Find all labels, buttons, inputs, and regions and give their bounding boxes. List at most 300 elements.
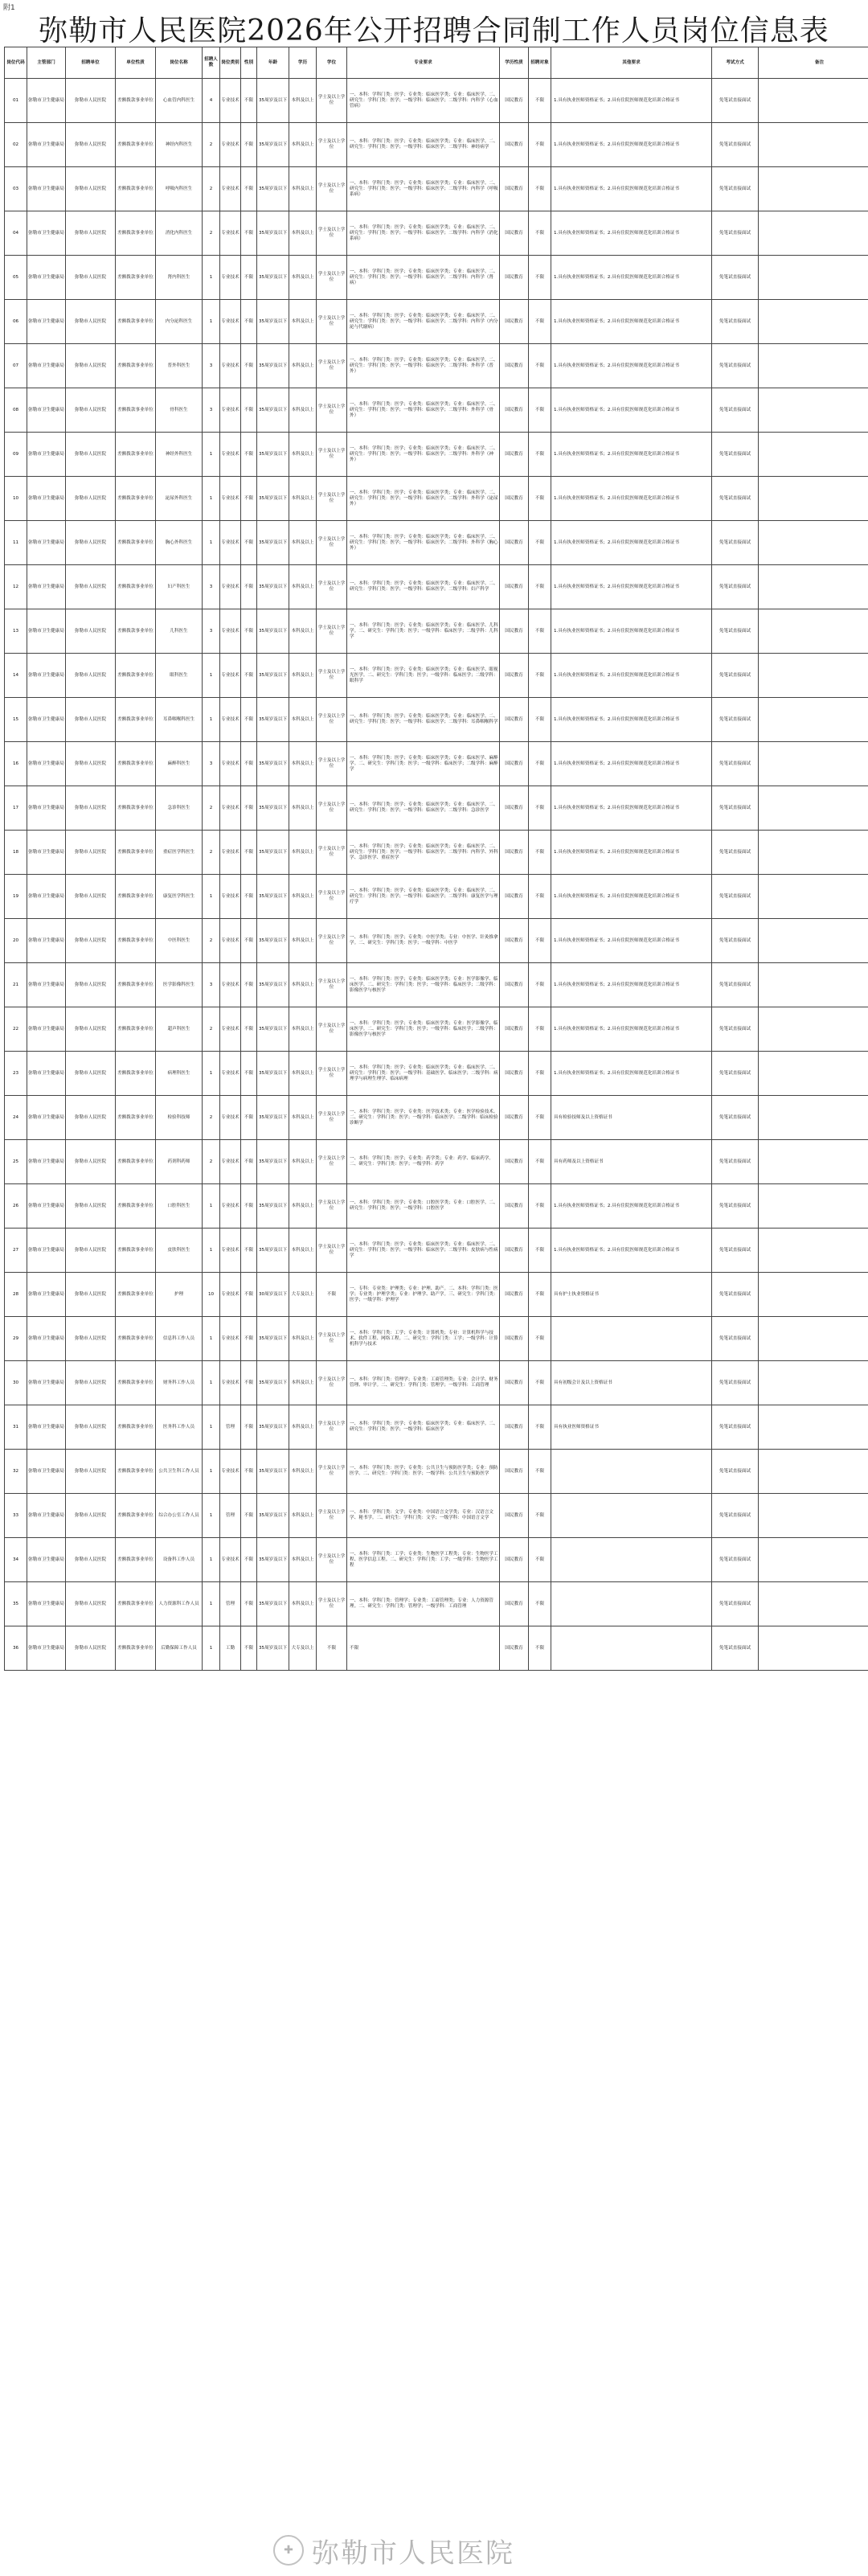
cell-exam: 免笔试直接面试 — [712, 167, 759, 211]
cell-nature2: 国民教育 — [500, 875, 529, 919]
cell-unit: 弥勒市人民医院 — [66, 875, 116, 919]
cell-num: 2 — [203, 123, 220, 167]
cell-dept: 弥勒市卫生健康局 — [27, 875, 66, 919]
cell-major: 一、本科：学科门类：管理学；专业类：工商管理类；专业：会计学、财务管理、审计学。二、研究生：学科门类：管理学；一级学科：工商管理 — [347, 1361, 500, 1405]
cell-major: 一、本科：学科门类：医学；专业类：口腔医学类；专业：口腔医学。二、研究生：学科门类：医学；一级学科：口腔医学 — [347, 1184, 500, 1229]
table-row — [5, 1361, 868, 1405]
cell-post: 内分泌科医生 — [156, 300, 203, 344]
cell-cat: 专业技术 — [220, 123, 241, 167]
cell-major: 一、专科：专业类：护理类；专业：护理、助产。二、本科：学科门类：医学；专业类：护理学类；专业：护理学、助产学。三、研究生：学科门类：医学；一级学科：护理学 — [347, 1273, 500, 1317]
cell-dept: 弥勒市卫生健康局 — [27, 1229, 66, 1273]
cell-cat: 专业技术 — [220, 875, 241, 919]
cell-deg: 学士及以上学位 — [317, 963, 347, 1007]
cell-code: 08 — [5, 388, 27, 433]
cell-other: 1.具有执业医师资格证书；2.具有住院医师规范化培训合格证书 — [551, 123, 712, 167]
cell-post: 泌尿外科医生 — [156, 477, 203, 521]
table-row — [5, 919, 868, 963]
cell-major: 一、本科：学科门类：医学；专业类：临床医学类；专业：临床医学。二、研究生：学科门类：医学；一级学科：临床医学；二级学科：妇产科学 — [347, 565, 500, 609]
cell-other — [551, 1538, 712, 1582]
cell-other: 具有初级会计及以上资格证书 — [551, 1361, 712, 1405]
column-header: 学历性质 — [500, 47, 529, 79]
column-header: 其他要求 — [551, 47, 712, 79]
cell-unit: 弥勒市人民医院 — [66, 698, 116, 742]
cell-note — [759, 1450, 868, 1494]
cell-sex: 不限 — [241, 1184, 257, 1229]
cell-exam: 免笔试直接面试 — [712, 1450, 759, 1494]
cell-post: 神经外科医生 — [156, 433, 203, 477]
cell-cat: 专业技术 — [220, 1140, 241, 1184]
cell-post: 普外科医生 — [156, 344, 203, 388]
cell-age: 35周岁及以下 — [257, 1450, 289, 1494]
cell-note — [759, 963, 868, 1007]
cell-major: 一、本科：学科门类：医学；专业类：药学类；专业：药学、临床药学。二、研究生：学科门类：医学；一级学科：药学 — [347, 1140, 500, 1184]
cell-exam: 免笔试直接面试 — [712, 609, 759, 654]
cell-post: 肾内科医生 — [156, 256, 203, 300]
cell-target: 不限 — [529, 565, 551, 609]
table-row — [5, 123, 868, 167]
cell-note — [759, 1538, 868, 1582]
cell-sex: 不限 — [241, 1582, 257, 1626]
cell-num: 1 — [203, 1052, 220, 1096]
cell-unit: 弥勒市人民医院 — [66, 433, 116, 477]
cell-nature2: 国民教育 — [500, 123, 529, 167]
cell-edu: 本科及以上 — [289, 433, 317, 477]
cell-other: 1.具有执业医师资格证书；2.具有住院医师规范化培训合格证书 — [551, 1229, 712, 1273]
table-row — [5, 256, 868, 300]
cell-dept: 弥勒市卫生健康局 — [27, 344, 66, 388]
cell-target: 不限 — [529, 1007, 551, 1052]
cell-target: 不限 — [529, 1317, 551, 1361]
cell-major: 一、本科：学科门类：医学；专业类：临床医学类；专业：临床医学。二、研究生：学科门类：医学；一级学科：临床医学；二级学科：康复医学与理疗学 — [347, 875, 500, 919]
cell-num: 1 — [203, 1317, 220, 1361]
cell-target: 不限 — [529, 433, 551, 477]
cell-code: 21 — [5, 963, 27, 1007]
document-title: 弥勒市人民医院2026年公开招聘合同制工作人员岗位信息表 — [39, 14, 829, 47]
cell-age: 35周岁及以下 — [257, 1229, 289, 1273]
cell-age: 35周岁及以下 — [257, 698, 289, 742]
table-row — [5, 1273, 868, 1317]
cell-target: 不限 — [529, 123, 551, 167]
cell-note — [759, 1096, 868, 1140]
cell-deg: 学士及以上学位 — [317, 1317, 347, 1361]
cell-age: 35周岁及以下 — [257, 1317, 289, 1361]
cell-num: 1 — [203, 1494, 220, 1538]
cell-dept: 弥勒市卫生健康局 — [27, 1052, 66, 1096]
cell-cat: 专业技术 — [220, 698, 241, 742]
table-row — [5, 1096, 868, 1140]
cell-exam: 免笔试直接面试 — [712, 1317, 759, 1361]
cell-deg: 学士及以上学位 — [317, 742, 347, 786]
cell-code: 19 — [5, 875, 27, 919]
cell-nature2: 国民教育 — [500, 609, 529, 654]
cell-sex: 不限 — [241, 698, 257, 742]
cell-dept: 弥勒市卫生健康局 — [27, 1096, 66, 1140]
cell-exam: 免笔试直接面试 — [712, 1405, 759, 1450]
cell-unit: 弥勒市人民医院 — [66, 1450, 116, 1494]
cell-sex: 不限 — [241, 388, 257, 433]
cell-nature2: 国民教育 — [500, 433, 529, 477]
cell-deg: 学士及以上学位 — [317, 433, 347, 477]
cell-exam: 免笔试直接面试 — [712, 1582, 759, 1626]
cell-nature: 差额拨款事业单位 — [116, 521, 156, 565]
cell-target: 不限 — [529, 388, 551, 433]
cell-cat: 专业技术 — [220, 919, 241, 963]
cell-note — [759, 1361, 868, 1405]
cell-nature2: 国民教育 — [500, 565, 529, 609]
cell-num: 3 — [203, 344, 220, 388]
cell-post: 骨科医生 — [156, 388, 203, 433]
cell-age: 35周岁及以下 — [257, 875, 289, 919]
cell-target: 不限 — [529, 477, 551, 521]
cell-code: 10 — [5, 477, 27, 521]
cell-unit: 弥勒市人民医院 — [66, 1626, 116, 1671]
cell-edu: 本科及以上 — [289, 963, 317, 1007]
cell-cat: 专业技术 — [220, 1538, 241, 1582]
cell-exam: 免笔试直接面试 — [712, 565, 759, 609]
cell-sex: 不限 — [241, 477, 257, 521]
column-header: 岗位代码 — [5, 47, 27, 79]
cell-cat: 专业技术 — [220, 167, 241, 211]
cell-post: 公共卫生科工作人员 — [156, 1450, 203, 1494]
cell-dept: 弥勒市卫生健康局 — [27, 167, 66, 211]
cell-nature2: 国民教育 — [500, 477, 529, 521]
cell-code: 14 — [5, 654, 27, 698]
cell-exam: 免笔试直接面试 — [712, 1052, 759, 1096]
cell-unit: 弥勒市人民医院 — [66, 1273, 116, 1317]
cell-age: 35周岁及以下 — [257, 300, 289, 344]
cell-unit: 弥勒市人民医院 — [66, 256, 116, 300]
cell-note — [759, 300, 868, 344]
cell-dept: 弥勒市卫生健康局 — [27, 477, 66, 521]
cell-nature2: 国民教育 — [500, 1494, 529, 1538]
cell-major: 一、本科：学科门类：医学；专业类：临床医学类；专业：临床医学。二、研究生：学科门类：医学；一级学科：临床医学；二级学科：外科学（普外） — [347, 344, 500, 388]
cell-target: 不限 — [529, 963, 551, 1007]
cell-num: 1 — [203, 1538, 220, 1582]
cell-major: 一、本科：学科门类：医学；专业类：临床医学类；专业：临床医学。二、研究生：学科门类：医学；一级学科：临床医学；二级学科：急诊医学 — [347, 786, 500, 831]
cell-major: 一、本科：学科门类：医学；专业类：临床医学类；专业：医学影像学、临床医学。二、研究生：学科门类：医学；一级学科：临床医学；二级学科：影像医学与核医学 — [347, 1007, 500, 1052]
cell-unit: 弥勒市人民医院 — [66, 1229, 116, 1273]
cell-code: 04 — [5, 211, 27, 256]
cell-dept: 弥勒市卫生健康局 — [27, 742, 66, 786]
cell-nature: 差额拨款事业单位 — [116, 1361, 156, 1405]
cell-num: 4 — [203, 79, 220, 123]
cell-post: 医务科工作人员 — [156, 1405, 203, 1450]
cell-code: 35 — [5, 1582, 27, 1626]
cell-unit: 弥勒市人民医院 — [66, 609, 116, 654]
cell-post: 胸心外科医生 — [156, 521, 203, 565]
cell-sex: 不限 — [241, 919, 257, 963]
cell-other: 具有药师及以上资格证书 — [551, 1140, 712, 1184]
cell-other — [551, 1317, 712, 1361]
cell-cat: 专业技术 — [220, 1096, 241, 1140]
cell-nature: 差额拨款事业单位 — [116, 256, 156, 300]
cell-num: 1 — [203, 1450, 220, 1494]
cell-unit: 弥勒市人民医院 — [66, 831, 116, 875]
cell-cat: 管理 — [220, 1582, 241, 1626]
cell-note — [759, 609, 868, 654]
table-row — [5, 742, 868, 786]
cell-post: 耳鼻咽喉科医生 — [156, 698, 203, 742]
cell-nature: 差额拨款事业单位 — [116, 123, 156, 167]
cell-age: 35周岁及以下 — [257, 1538, 289, 1582]
cell-nature2: 国民教育 — [500, 654, 529, 698]
cell-note — [759, 742, 868, 786]
cell-num: 3 — [203, 742, 220, 786]
cell-exam: 免笔试直接面试 — [712, 300, 759, 344]
cell-edu: 大专及以上 — [289, 1626, 317, 1671]
cell-dept: 弥勒市卫生健康局 — [27, 786, 66, 831]
cell-deg: 学士及以上学位 — [317, 211, 347, 256]
cell-edu: 本科及以上 — [289, 1096, 317, 1140]
table-row — [5, 1052, 868, 1096]
cell-code: 11 — [5, 521, 27, 565]
table-row — [5, 521, 868, 565]
cell-major: 一、本科：学科门类：医学；专业类：临床医学类；专业：临床医学。二、研究生：学科门类：医学；一级学科：临床医学 — [347, 1405, 500, 1450]
cell-edu: 本科及以上 — [289, 1450, 317, 1494]
cell-exam: 免笔试直接面试 — [712, 1361, 759, 1405]
cell-code: 32 — [5, 1450, 27, 1494]
cell-other: 1.具有执业医师资格证书；2.具有住院医师规范化培训合格证书 — [551, 79, 712, 123]
cell-note — [759, 1007, 868, 1052]
cell-edu: 本科及以上 — [289, 344, 317, 388]
cell-edu: 本科及以上 — [289, 1582, 317, 1626]
cell-age: 35周岁及以下 — [257, 1494, 289, 1538]
cell-age: 35周岁及以下 — [257, 1007, 289, 1052]
cell-code: 26 — [5, 1184, 27, 1229]
cell-note — [759, 1582, 868, 1626]
cell-cat: 专业技术 — [220, 654, 241, 698]
cell-dept: 弥勒市卫生健康局 — [27, 1361, 66, 1405]
cell-target: 不限 — [529, 1229, 551, 1273]
cell-unit: 弥勒市人民医院 — [66, 1317, 116, 1361]
cell-exam: 免笔试直接面试 — [712, 1140, 759, 1184]
cell-post: 口腔科医生 — [156, 1184, 203, 1229]
cell-dept: 弥勒市卫生健康局 — [27, 79, 66, 123]
cell-post: 超声科医生 — [156, 1007, 203, 1052]
cell-post: 重症医学科医生 — [156, 831, 203, 875]
cell-edu: 本科及以上 — [289, 742, 317, 786]
cell-other: 具有检验技师及以上资格证书 — [551, 1096, 712, 1140]
cell-major: 一、本科：学科门类：工学；专业类：计算机类；专业：计算机科学与技术、软件工程、网络工程。二、研究生：学科门类：工学；一级学科：计算机科学与技术 — [347, 1317, 500, 1361]
cell-age: 35周岁及以下 — [257, 831, 289, 875]
cell-nature2: 国民教育 — [500, 1273, 529, 1317]
cell-code: 09 — [5, 433, 27, 477]
cell-post: 中医科医生 — [156, 919, 203, 963]
cell-target: 不限 — [529, 256, 551, 300]
cell-age: 30周岁及以下 — [257, 1273, 289, 1317]
cell-nature: 差额拨款事业单位 — [116, 79, 156, 123]
cell-other — [551, 1582, 712, 1626]
cell-num: 1 — [203, 875, 220, 919]
cell-nature2: 国民教育 — [500, 963, 529, 1007]
cell-age: 35周岁及以下 — [257, 786, 289, 831]
cell-deg: 学士及以上学位 — [317, 1361, 347, 1405]
cell-nature: 差额拨款事业单位 — [116, 1140, 156, 1184]
cell-age: 35周岁及以下 — [257, 609, 289, 654]
cell-unit: 弥勒市人民医院 — [66, 1361, 116, 1405]
cell-nature2: 国民教育 — [500, 1007, 529, 1052]
cell-other: 1.具有执业医师资格证书；2.具有住院医师规范化培训合格证书 — [551, 1052, 712, 1096]
cell-exam: 免笔试直接面试 — [712, 1626, 759, 1671]
cell-edu: 本科及以上 — [289, 1317, 317, 1361]
cell-other: 1.具有执业医师资格证书；2.具有住院医师规范化培训合格证书 — [551, 786, 712, 831]
cell-dept: 弥勒市卫生健康局 — [27, 211, 66, 256]
cell-exam: 免笔试直接面试 — [712, 123, 759, 167]
cell-other: 具有执业医师资格证书 — [551, 1405, 712, 1450]
cell-deg: 学士及以上学位 — [317, 1229, 347, 1273]
cell-dept: 弥勒市卫生健康局 — [27, 433, 66, 477]
cell-edu: 本科及以上 — [289, 875, 317, 919]
column-header: 专业要求 — [347, 47, 500, 79]
cell-deg: 学士及以上学位 — [317, 609, 347, 654]
cell-deg: 学士及以上学位 — [317, 1140, 347, 1184]
table-row — [5, 1229, 868, 1273]
cell-deg: 学士及以上学位 — [317, 79, 347, 123]
cell-cat: 专业技术 — [220, 1361, 241, 1405]
cell-sex: 不限 — [241, 1317, 257, 1361]
column-header: 招聘对象 — [529, 47, 551, 79]
cell-num: 3 — [203, 963, 220, 1007]
cell-age: 35周岁及以下 — [257, 167, 289, 211]
cell-num: 2 — [203, 786, 220, 831]
cell-cat: 专业技术 — [220, 1229, 241, 1273]
cell-post: 消化内科医生 — [156, 211, 203, 256]
cell-exam: 免笔试直接面试 — [712, 919, 759, 963]
cell-major: 一、本科：学科门类：医学；专业类：临床医学类；专业：临床医学。二、研究生：学科门类：医学；一级学科：临床医学；二级学科：内科学（消化系病） — [347, 211, 500, 256]
cell-code: 24 — [5, 1096, 27, 1140]
column-header: 主管部门 — [27, 47, 66, 79]
cell-sex: 不限 — [241, 1096, 257, 1140]
cell-nature2: 国民教育 — [500, 1140, 529, 1184]
cell-unit: 弥勒市人民医院 — [66, 1405, 116, 1450]
cell-cat: 专业技术 — [220, 388, 241, 433]
cell-exam: 免笔试直接面试 — [712, 698, 759, 742]
cell-sex: 不限 — [241, 79, 257, 123]
cell-nature: 差额拨款事业单位 — [116, 1229, 156, 1273]
cell-edu: 本科及以上 — [289, 1361, 317, 1405]
column-header: 单位性质 — [116, 47, 156, 79]
cell-edu: 本科及以上 — [289, 698, 317, 742]
cell-deg: 学士及以上学位 — [317, 1405, 347, 1450]
cell-unit: 弥勒市人民医院 — [66, 1140, 116, 1184]
table-row — [5, 433, 868, 477]
cell-dept: 弥勒市卫生健康局 — [27, 654, 66, 698]
cell-other: 1.具有执业医师资格证书；2.具有住院医师规范化培训合格证书 — [551, 919, 712, 963]
cell-nature2: 国民教育 — [500, 786, 529, 831]
cell-cat: 工勤 — [220, 1626, 241, 1671]
cell-nature: 差额拨款事业单位 — [116, 1317, 156, 1361]
cell-num: 2 — [203, 167, 220, 211]
cell-note — [759, 167, 868, 211]
cell-code: 15 — [5, 698, 27, 742]
cell-edu: 本科及以上 — [289, 1494, 317, 1538]
cell-other: 1.具有执业医师资格证书；2.具有住院医师规范化培训合格证书 — [551, 388, 712, 433]
cell-note — [759, 477, 868, 521]
cell-dept: 弥勒市卫生健康局 — [27, 1184, 66, 1229]
table-row — [5, 344, 868, 388]
cell-note — [759, 698, 868, 742]
cell-edu: 本科及以上 — [289, 1229, 317, 1273]
cell-cat: 专业技术 — [220, 477, 241, 521]
cell-code: 13 — [5, 609, 27, 654]
cell-major: 不限 — [347, 1626, 500, 1671]
cell-target: 不限 — [529, 1361, 551, 1405]
cell-unit: 弥勒市人民医院 — [66, 1582, 116, 1626]
cell-target: 不限 — [529, 521, 551, 565]
cell-note — [759, 123, 868, 167]
cell-sex: 不限 — [241, 565, 257, 609]
cell-note — [759, 1317, 868, 1361]
cell-cat: 专业技术 — [220, 211, 241, 256]
table-row — [5, 786, 868, 831]
cell-major: 一、本科：学科门类：医学；专业类：临床医学类；专业：临床医学、眼视光医学。二、研究生：学科门类：医学；一级学科：临床医学；二级学科：眼科学 — [347, 654, 500, 698]
cell-unit: 弥勒市人民医院 — [66, 1494, 116, 1538]
column-header: 考试方式 — [712, 47, 759, 79]
cell-post: 麻醉科医生 — [156, 742, 203, 786]
cell-nature: 差额拨款事业单位 — [116, 609, 156, 654]
cell-target: 不限 — [529, 344, 551, 388]
cell-nature: 差额拨款事业单位 — [116, 344, 156, 388]
cell-age: 35周岁及以下 — [257, 1582, 289, 1626]
cell-deg: 学士及以上学位 — [317, 1052, 347, 1096]
cell-nature2: 国民教育 — [500, 831, 529, 875]
cell-other: 1.具有执业医师资格证书；2.具有住院医师规范化培训合格证书 — [551, 344, 712, 388]
cell-target: 不限 — [529, 211, 551, 256]
cell-nature: 差额拨款事业单位 — [116, 1052, 156, 1096]
table-row — [5, 1317, 868, 1361]
cell-exam: 免笔试直接面试 — [712, 79, 759, 123]
cell-post: 康复医学科医生 — [156, 875, 203, 919]
cell-code: 03 — [5, 167, 27, 211]
cell-age: 35周岁及以下 — [257, 79, 289, 123]
cell-num: 1 — [203, 698, 220, 742]
cell-post: 皮肤科医生 — [156, 1229, 203, 1273]
cell-deg: 学士及以上学位 — [317, 875, 347, 919]
cell-code: 17 — [5, 786, 27, 831]
cell-edu: 本科及以上 — [289, 79, 317, 123]
cell-deg: 学士及以上学位 — [317, 1538, 347, 1582]
cell-num: 1 — [203, 654, 220, 698]
cell-target: 不限 — [529, 1538, 551, 1582]
cell-code: 12 — [5, 565, 27, 609]
cell-major: 一、本科：学科门类：工学；专业类：生物医学工程类；专业：生物医学工程、医学信息工程。二、研究生：学科门类：工学；一级学科：生物医学工程 — [347, 1538, 500, 1582]
cell-other: 1.具有执业医师资格证书；2.具有住院医师规范化培训合格证书 — [551, 1007, 712, 1052]
cell-major: 一、本科：学科门类：医学；专业类：临床医学类；专业：临床医学。二、研究生：学科门类：医学；一级学科：基础医学、临床医学；二级学科：病理学与病理生理学、临床病理 — [347, 1052, 500, 1096]
table-row — [5, 565, 868, 609]
cell-num: 1 — [203, 1361, 220, 1405]
cell-code: 31 — [5, 1405, 27, 1450]
cell-age: 35周岁及以下 — [257, 388, 289, 433]
cell-nature: 差额拨款事业单位 — [116, 1626, 156, 1671]
cell-exam: 免笔试直接面试 — [712, 1007, 759, 1052]
cell-exam: 免笔试直接面试 — [712, 654, 759, 698]
cell-code: 20 — [5, 919, 27, 963]
cell-num: 1 — [203, 1582, 220, 1626]
cell-deg: 学士及以上学位 — [317, 300, 347, 344]
cell-target: 不限 — [529, 654, 551, 698]
cell-post: 检验科技师 — [156, 1096, 203, 1140]
cell-note — [759, 831, 868, 875]
cell-post: 人力资源科工作人员 — [156, 1582, 203, 1626]
cell-post: 呼吸内科医生 — [156, 167, 203, 211]
cell-major: 一、本科：学科门类：文学；专业类：中国语言文学类；专业：汉语言文学、秘书学。二、研究生：学科门类：文学；一级学科：中国语言文学 — [347, 1494, 500, 1538]
cell-post: 护理 — [156, 1273, 203, 1317]
cell-target: 不限 — [529, 1626, 551, 1671]
cell-cat: 专业技术 — [220, 256, 241, 300]
cell-post: 神经内科医生 — [156, 123, 203, 167]
table-row — [5, 167, 868, 211]
cell-sex: 不限 — [241, 1538, 257, 1582]
